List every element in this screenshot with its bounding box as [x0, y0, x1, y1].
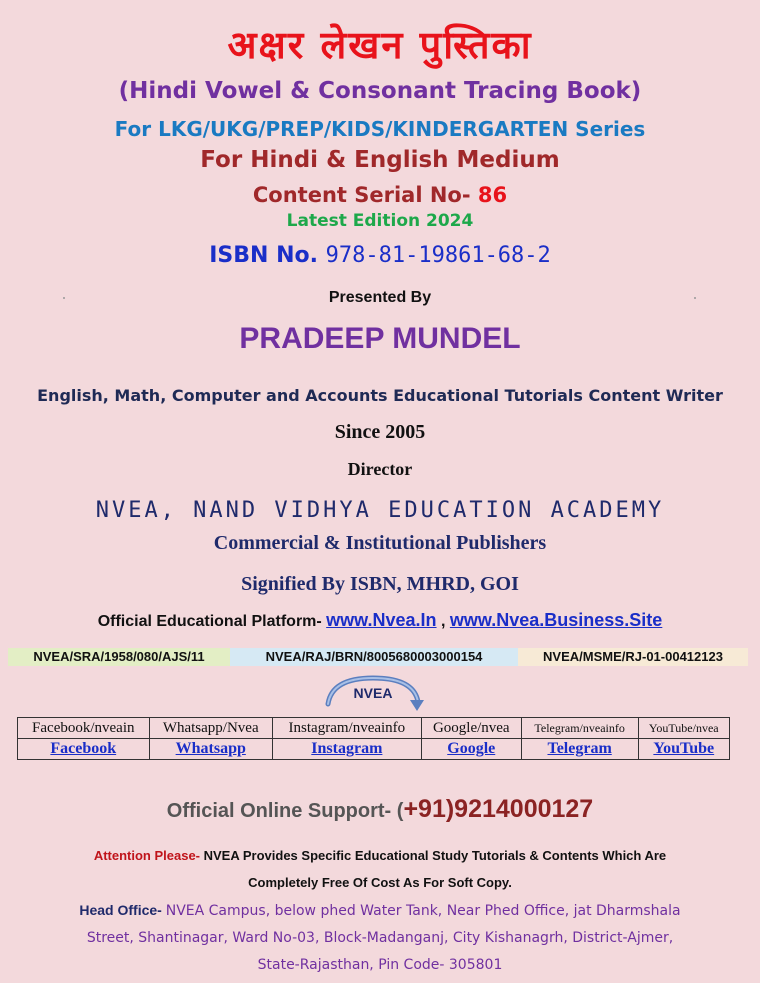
isbn-number: 978-81-19861-68-2 [325, 243, 551, 268]
attention-line [0, 848, 760, 863]
attention-line-2: Completely Free Of Cost As For Soft Copy. [248, 875, 512, 890]
registration-bar [8, 648, 748, 666]
telegram-link[interactable]: Telegram [547, 740, 612, 757]
attention-text: NVEA Provides Specific Educational Study Tutorials & Contents Which Are [203, 848, 667, 863]
registration-sra: NVEA/SRA/1958/080/AJS/11 [8, 648, 230, 666]
isbn-label: ISBN No. [209, 243, 326, 268]
serial-label: Content Serial No- [252, 183, 478, 207]
google-link[interactable]: Google [447, 740, 496, 757]
signified-line: Signified By ISBN, MHRD, GOI [241, 573, 519, 595]
social-handles-row [18, 718, 730, 739]
whatsapp-link[interactable]: Whatsapp [175, 740, 246, 757]
registration-brn: NVEA/RAJ/BRN/8005680003000154 [230, 648, 518, 666]
academy-name: NVEA, NAND VIDHYA EDUCATION ACADEMY [95, 498, 665, 523]
social-links-row [18, 739, 730, 760]
attention-label: Attention Please- [93, 848, 204, 863]
platform-separator: , [436, 613, 450, 630]
author-name: PRADEEP MUNDEL [239, 322, 521, 355]
edition-line: Latest Edition 2024 [286, 211, 474, 231]
online-support [0, 795, 760, 824]
isbn-line [0, 243, 760, 268]
handle-instagram: Instagram/nveainfo [272, 718, 421, 739]
social-media-table [17, 717, 730, 760]
platform-label: Official Educational Platform- [97, 613, 327, 630]
publishers-line: Commercial & Institutional Publishers [213, 532, 547, 554]
medium-line: For Hindi & English Medium [200, 147, 560, 173]
social-cell [421, 739, 521, 760]
nvea-logo-text: NVEA [353, 685, 393, 701]
handle-telegram: Telegram/nveainfo [521, 718, 638, 739]
book-subtitle: (Hindi Vowel & Consonant Tracing Book) [118, 78, 642, 104]
handle-google: Google/nvea [421, 718, 521, 739]
since-year: Since 2005 [334, 421, 426, 443]
author-role: English, Math, Computer and Accounts Educational Tutorials Content Writer [37, 386, 723, 405]
nvea-in-link[interactable]: www.Nvea.In [326, 610, 437, 630]
director-title: Director [347, 459, 413, 479]
support-label: Official Online Support- ( [166, 800, 404, 822]
serial-number: 86 [477, 183, 508, 207]
facebook-link[interactable]: Facebook [50, 740, 117, 757]
book-title-hindi: अक्षर लेखन पुस्तिका [227, 23, 533, 67]
registration-msme: NVEA/MSME/RJ-01-00412123 [518, 648, 748, 666]
head-office-line [0, 902, 760, 919]
support-phone: +91)9214000127 [403, 795, 594, 823]
handle-whatsapp: Whatsapp/Nvea [149, 718, 272, 739]
instagram-link[interactable]: Instagram [311, 740, 383, 757]
social-cell [18, 739, 150, 760]
head-office-label: Head Office- [79, 902, 166, 918]
handle-facebook: Facebook/nveain [18, 718, 150, 739]
social-cell [638, 739, 729, 760]
social-cell [521, 739, 638, 760]
address-line-2: Street, Shantinagar, Ward No-03, Block-Madanganj, City Kishanagrh, District-Ajmer, [86, 930, 674, 946]
presented-by: Presented By [328, 289, 432, 306]
youtube-link[interactable]: YouTube [653, 740, 715, 757]
handle-youtube: YouTube/nvea [638, 718, 729, 739]
social-cell [149, 739, 272, 760]
address-line-1: NVEA Campus, below phed Water Tank, Near Phed Office, jat Dharmshala [165, 903, 681, 919]
series-line: For LKG/UKG/PREP/KIDS/KINDERGARTEN Series [114, 117, 646, 141]
content-serial [0, 183, 760, 207]
platform-line [0, 610, 760, 631]
address-line-3: State-Rajasthan, Pin Code- 305801 [257, 957, 503, 973]
nvea-business-link[interactable]: www.Nvea.Business.Site [449, 610, 663, 630]
social-cell [272, 739, 421, 760]
